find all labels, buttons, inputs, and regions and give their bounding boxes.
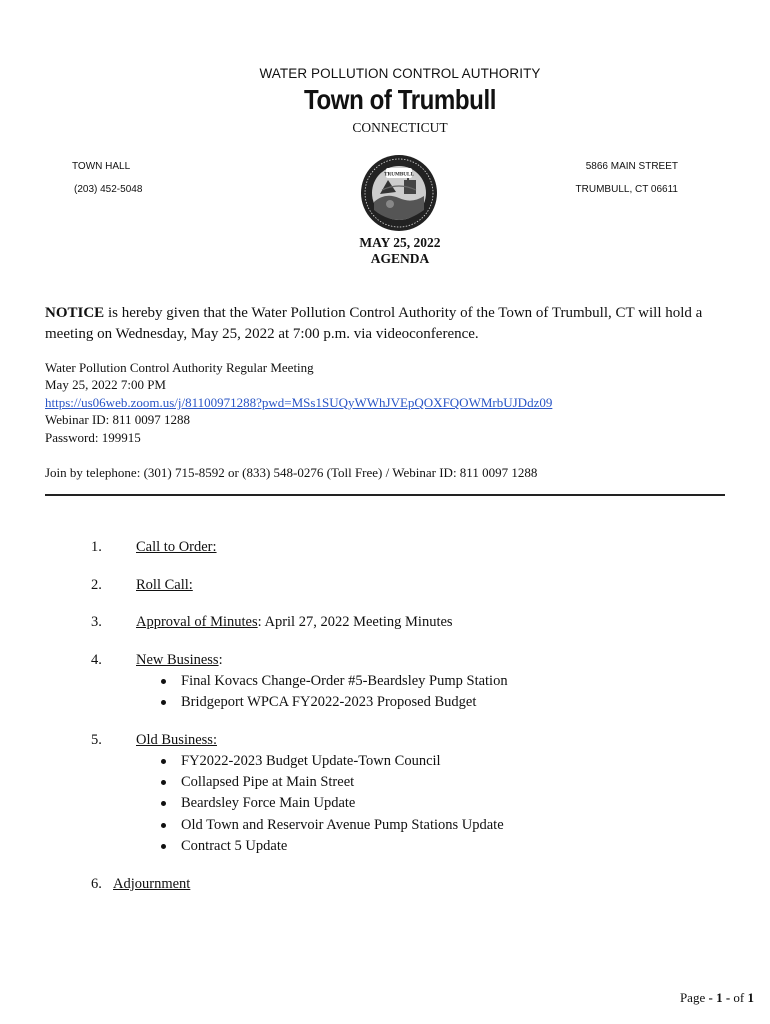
bullet-icon (161, 679, 166, 684)
list-item: Collapsed Pipe at Main Street (181, 774, 354, 791)
webinar-id: Webinar ID: 811 0097 1288 (45, 412, 191, 427)
bullet-icon (161, 700, 166, 705)
bullet-icon (161, 780, 166, 785)
agenda-item-label: Call to Order: (136, 539, 217, 555)
agenda-item-detail: : April 27, 2022 Meeting Minutes (257, 614, 453, 630)
section-divider (45, 494, 725, 496)
agenda-heading: AGENDA (370, 251, 430, 266)
agenda-item-number: 1. (91, 539, 102, 555)
agenda-item-label: Adjournment (113, 876, 191, 892)
bullet-icon (161, 759, 166, 764)
town-seal-logo (360, 154, 438, 232)
meeting-datetime: May 25, 2022 7:00 PM (45, 377, 166, 392)
svg-text:TRUMBULL: TRUMBULL (384, 171, 414, 178)
zoom-meeting-link[interactable]: https://us06web.zoom.us/j/81100971288?pwd=MSs1SUQyWWhJVEpQOXFQOWMrbUJDdz09 (45, 395, 553, 410)
list-item: Old Town and Reservoir Avenue Pump Stations Update (181, 817, 504, 834)
list-item: FY2022-2023 Budget Update-Town Council (181, 753, 441, 770)
town-hall-phone: (203) 452-5048 (74, 184, 143, 195)
agenda-item-number: 2. (91, 577, 102, 593)
list-item: Bridgeport WPCA FY2022-2023 Proposed Budget (181, 694, 476, 711)
agenda-item-number: 3. (91, 614, 102, 630)
notice-paragraph (45, 303, 735, 345)
agenda-item-number: 6. (91, 876, 102, 892)
authority-heading: WATER POLLUTION CONTROL AUTHORITY (259, 66, 541, 81)
meeting-date-heading: MAY 25, 2022 (359, 235, 441, 250)
list-item: Final Kovacs Change-Order #5-Beardsley Pump Station (181, 673, 508, 690)
meeting-password: Password: 199915 (45, 430, 141, 445)
agenda-item-detail: : (218, 652, 223, 668)
street-address: 5866 MAIN STREET (585, 161, 678, 172)
state-subtitle: CONNECTICUT (352, 120, 448, 135)
agenda-item-number: 5. (91, 732, 102, 748)
page-number: Page - 1 - of 1 (679, 990, 754, 1005)
meeting-name: Water Pollution Control Authority Regular Meeting (45, 360, 314, 375)
city-state-zip: TRUMBULL, CT 06611 (575, 184, 678, 195)
notice-body: is hereby given that the Water Pollution Control Authority of the Town of Trumbull, CT will hold a meeting on Wednesday, May 25, 2022 at 7:00 p.m. via videoconference. (45, 305, 703, 342)
bullet-icon (161, 844, 166, 849)
town-title: Town of Trumbull (304, 84, 496, 115)
bullet-icon (161, 801, 166, 806)
telephone-join-info: Join by telephone: (301) 715-8592 or (833) 548-0276 (Toll Free) / Webinar ID: 811 0097 1288 (45, 465, 538, 480)
agenda-item-label: New Business (136, 652, 219, 668)
agenda-item-label: Roll Call: (136, 577, 193, 593)
bullet-icon (161, 823, 166, 828)
agenda-item-label: Approval of Minutes (136, 614, 258, 630)
list-item: Contract 5 Update (181, 838, 287, 855)
notice-lead: NOTICE (45, 305, 105, 321)
town-hall-label: TOWN HALL (72, 161, 131, 172)
agenda-item-number: 4. (91, 652, 102, 668)
list-item: Beardsley Force Main Update (181, 795, 355, 812)
agenda-item-label: Old Business: (136, 732, 217, 748)
